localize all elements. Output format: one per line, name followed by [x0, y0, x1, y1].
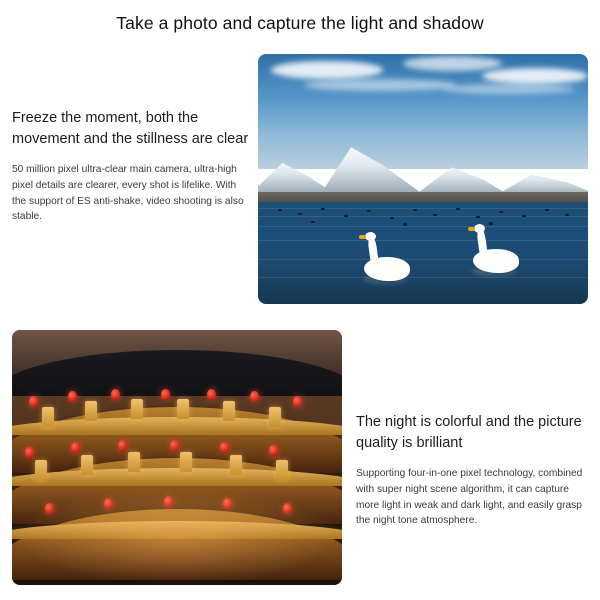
cloud-shape	[304, 79, 456, 91]
waterfowl	[367, 210, 371, 213]
lit-doorway	[177, 399, 189, 419]
red-lantern	[207, 389, 216, 400]
warm-glow	[12, 488, 342, 585]
red-lantern	[250, 391, 259, 402]
lit-doorway	[230, 455, 242, 475]
section-one-body: 50 million pixel ultra-clear main camera, ultra-high pixel details are clearer, every shot is lifelike. With the support of ES anti-shake, video shooting is also stable.	[12, 164, 244, 223]
lit-doorway	[81, 455, 93, 475]
red-lantern	[293, 396, 302, 407]
waterfowl	[413, 209, 417, 212]
night-tulou-photo	[12, 330, 342, 585]
red-lantern	[161, 389, 170, 400]
page-headline: Take a photo and capture the light and shadow	[116, 13, 484, 33]
cloud-shape	[482, 68, 588, 84]
waterfowl	[476, 216, 480, 219]
lit-doorway	[276, 460, 288, 480]
lit-doorway	[180, 452, 192, 472]
section-two-title: The night is colorful and the picture quality is brilliant	[356, 414, 582, 452]
waterfowl	[311, 221, 315, 224]
waterfowl	[344, 215, 348, 218]
waterfowl	[278, 209, 282, 212]
waterfowl	[403, 223, 407, 226]
section-two-text-block	[356, 412, 590, 529]
section-two-body: Supporting four-in-one pixel technology, combined with super night scene algorithm, it can capture more light in weak and dark light, and easily grasp the night tone atmosphere.	[356, 468, 583, 527]
swans-lake-photo	[258, 54, 588, 304]
lit-doorway	[35, 460, 47, 480]
red-lantern	[29, 396, 38, 407]
waterfowl	[545, 209, 549, 212]
lit-doorway	[85, 401, 97, 421]
cloud-shape	[271, 61, 383, 79]
lit-doorway	[128, 452, 140, 472]
section-one-title: Freeze the moment, both the movement and the stillness are clear	[12, 110, 249, 148]
lit-doorway	[269, 407, 281, 427]
lit-doorway	[131, 399, 143, 419]
waterfowl	[456, 208, 460, 211]
waterfowl	[489, 222, 493, 225]
cloud-shape	[443, 84, 575, 94]
waterfowl	[522, 215, 526, 218]
red-lantern	[118, 440, 127, 451]
waterfowl	[298, 213, 302, 216]
lake-water	[258, 202, 588, 305]
waterfowl	[321, 208, 325, 211]
lit-doorway	[223, 401, 235, 421]
cloud-shape	[403, 56, 502, 71]
waterfowl	[499, 211, 503, 214]
section-one-text-block	[12, 108, 250, 225]
waterfowl	[390, 217, 394, 220]
red-lantern	[111, 389, 120, 400]
red-lantern	[220, 442, 229, 453]
lit-doorway	[42, 407, 54, 427]
